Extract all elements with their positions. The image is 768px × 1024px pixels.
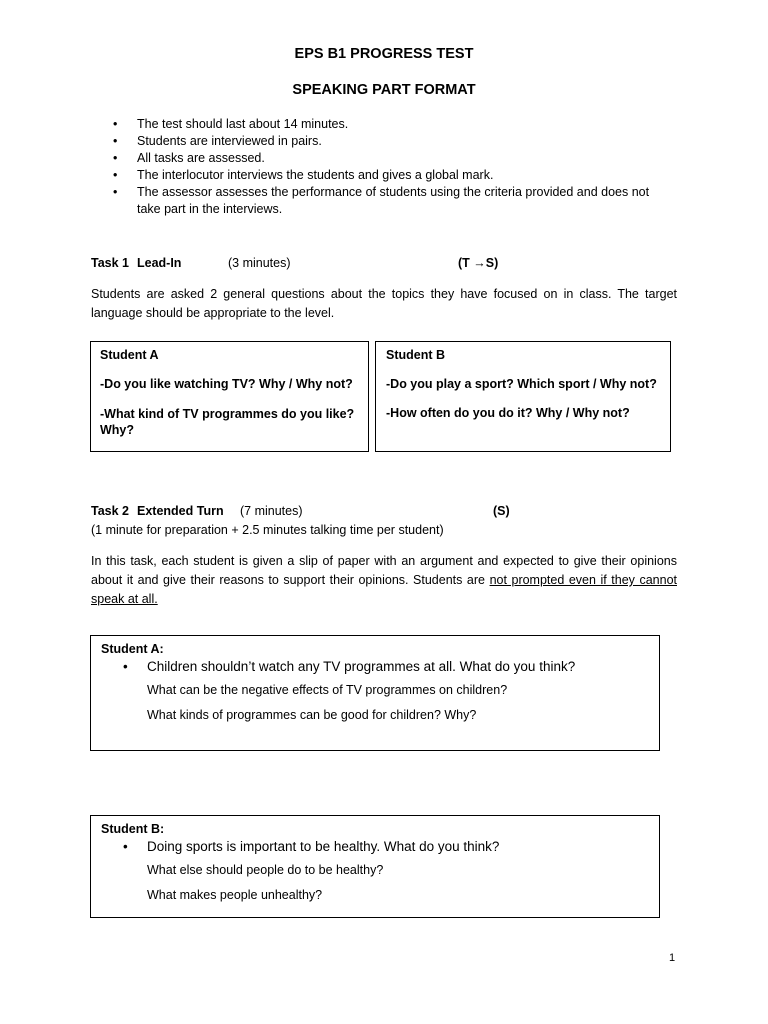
task1-student-a-box xyxy=(90,341,369,452)
task2-duration: (7 minutes) xyxy=(240,504,303,518)
task1-description: Students are asked 2 general questions about the topics they have focused on in class. The target language should be appropriate to the level. xyxy=(91,287,677,320)
student-b-prompt-2: What makes people unhealthy? xyxy=(147,888,323,902)
task1-mode: (T →S) xyxy=(458,256,499,270)
bullet-icon: • xyxy=(113,168,118,182)
task2-name: Extended Turn xyxy=(137,504,224,518)
task1-student-b-box xyxy=(375,341,671,452)
student-b-prompt-1: What else should people do to be healthy? xyxy=(147,863,384,877)
list-item: • All tasks are assessed. xyxy=(113,151,265,165)
task1-label: Task 1 xyxy=(91,256,129,270)
task2-mode: (S) xyxy=(493,504,510,518)
list-item: • The assessor assesses the performance of students using the criteria provided and does not take part in the interviews. xyxy=(113,185,650,216)
student-a-question-2: -What kind of TV programmes do you like? Why? xyxy=(100,407,355,437)
list-item: • The test should last about 14 minutes. xyxy=(113,117,349,131)
task1-name: Lead-In xyxy=(137,256,182,270)
task1-duration: (3 minutes) xyxy=(228,256,291,270)
bullet-icon: • xyxy=(123,839,128,854)
task2-student-a-box xyxy=(90,635,660,751)
list-item: • The interlocutor interviews the students and gives a global mark. xyxy=(113,168,494,182)
student-a-prompt-1: What can be the negative effects of TV programmes on children? xyxy=(147,683,508,697)
task2-description: In this task, each student is given a slip of paper with an argument and expected to give their opinions about it and give their reasons to support their opinions. Students are not prompted even if they cannot speak at all. xyxy=(91,554,677,606)
document-subtitle: SPEAKING PART FORMAT xyxy=(292,82,476,98)
student-a-heading: Student A xyxy=(100,348,159,362)
list-item: • Students are interviewed in pairs. xyxy=(113,134,322,148)
student-b-heading: Student B xyxy=(386,348,446,362)
bullet-icon: • xyxy=(113,185,118,199)
task2-student-b-box xyxy=(90,815,660,918)
student-b-heading: Student B: xyxy=(101,822,165,836)
task2-prep-note: (1 minute for preparation + 2.5 minutes talking time per student) xyxy=(91,523,444,537)
student-b-question-1: -Do you play a sport? Which sport / Why not? xyxy=(386,377,657,391)
student-b-statement: • Doing sports is important to be healthy. What do you think? xyxy=(123,839,500,854)
task2-description-emphasis: not prompted even if they cannot speak at all. xyxy=(91,573,677,606)
bullet-icon: • xyxy=(113,151,118,165)
student-a-statement: • Children shouldn’t watch any TV programmes at all. What do you think? xyxy=(123,659,576,674)
bullet-icon: • xyxy=(113,134,118,148)
bullet-icon: • xyxy=(123,659,128,674)
student-a-prompt-2: What kinds of programmes can be good for children? Why? xyxy=(147,708,477,722)
intro-bullet-list xyxy=(113,116,673,218)
bullet-icon: • xyxy=(113,117,118,131)
task2-label: Task 2 xyxy=(91,504,129,518)
page-number: 1 xyxy=(669,952,676,964)
student-b-question-2: -How often do you do it? Why / Why not? xyxy=(386,406,630,420)
student-a-heading: Student A: xyxy=(101,642,164,656)
student-a-question-1: -Do you like watching TV? Why / Why not? xyxy=(100,377,353,391)
document-title: EPS B1 PROGRESS TEST xyxy=(294,46,474,62)
